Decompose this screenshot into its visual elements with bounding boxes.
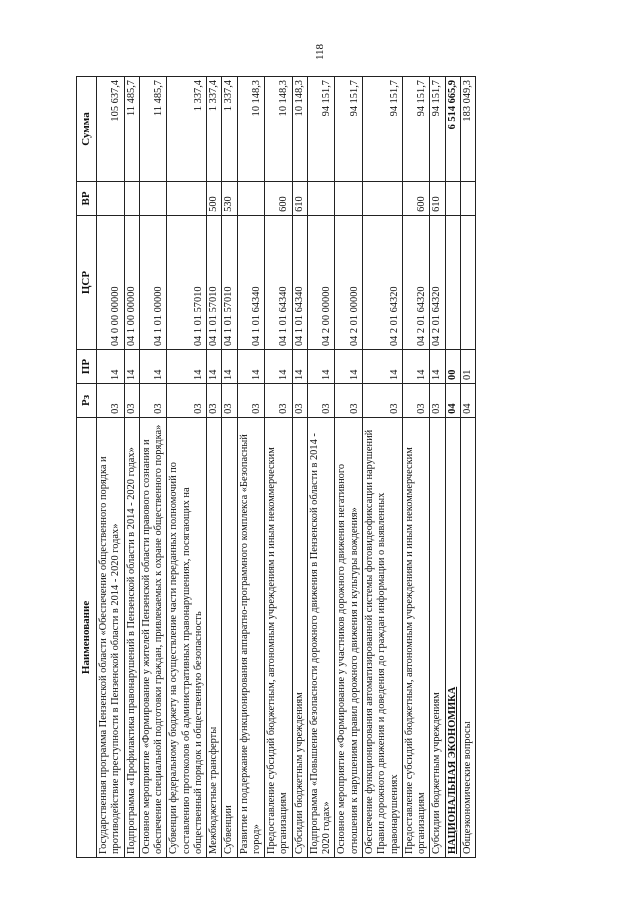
cell-sum: 94 151,7 (363, 77, 403, 182)
table-row (335, 77, 363, 858)
cell-csr: 04 1 01 64340 (292, 215, 307, 349)
cell-rz: 03 (265, 384, 293, 418)
cell-vr (307, 182, 335, 216)
cell-sum: 10 148,3 (292, 77, 307, 182)
cell-pr: 14 (292, 350, 307, 384)
cell-pr: 14 (307, 350, 335, 384)
cell-vr (139, 182, 167, 216)
cell-sum: 1 337,4 (207, 77, 222, 182)
cell-pr: 14 (363, 350, 403, 384)
cell-vr: 600 (402, 182, 430, 216)
cell-rz: 03 (167, 384, 207, 418)
table-row (222, 77, 237, 858)
cell-sum: 94 151,7 (402, 77, 430, 182)
cell-pr: 14 (167, 350, 207, 384)
cell-sum: 94 151,7 (430, 77, 445, 182)
cell-pr: 01 (460, 350, 475, 384)
cell-pr: 14 (222, 350, 237, 384)
cell-name: Развитие и поддержание функционирования аппаратно-программного комплекса «Безопасный город» (237, 417, 265, 857)
cell-name: Общеэкономические вопросы (460, 417, 475, 857)
cell-csr: 04 2 01 64320 (430, 215, 445, 349)
cell-sum: 6 514 665,9 (445, 77, 460, 182)
cell-pr: 14 (237, 350, 265, 384)
cell-csr: 04 2 00 00000 (307, 215, 335, 349)
cell-pr: 14 (96, 350, 124, 384)
cell-name: Субвенции (222, 417, 237, 857)
cell-csr (460, 215, 475, 349)
cell-pr: 14 (402, 350, 430, 384)
cell-rz: 04 (460, 384, 475, 418)
cell-rz: 03 (139, 384, 167, 418)
header-sum: Сумма (77, 77, 97, 182)
table-row (207, 77, 222, 858)
cell-name: Субвенции федеральному бюджету на осуществление части переданных полномочий по составлению протоколов об административных правонарушениях, посягающих на общественный порядок и общественную безопасность (167, 417, 207, 857)
table-row (363, 77, 403, 858)
cell-csr: 04 2 01 00000 (335, 215, 363, 349)
table-row (139, 77, 167, 858)
cell-name: Субсидии бюджетным учреждениям (430, 417, 445, 857)
budget-table (76, 76, 476, 858)
cell-csr: 04 1 01 57010 (167, 215, 207, 349)
cell-pr: 14 (335, 350, 363, 384)
cell-vr (124, 182, 139, 216)
table-row (402, 77, 430, 858)
cell-csr: 04 1 01 64340 (265, 215, 293, 349)
cell-rz: 03 (402, 384, 430, 418)
cell-sum: 1 337,4 (167, 77, 207, 182)
table-body (96, 77, 475, 858)
cell-name: Предоставление субсидий бюджетным, автономным учреждениям и иным некоммерческим организациям (402, 417, 430, 857)
cell-sum: 105 637,4 (96, 77, 124, 182)
cell-vr: 500 (207, 182, 222, 216)
cell-pr: 14 (430, 350, 445, 384)
cell-csr: 04 1 00 00000 (124, 215, 139, 349)
cell-csr: 04 1 01 64340 (237, 215, 265, 349)
cell-vr (460, 182, 475, 216)
cell-csr: 04 2 01 64320 (363, 215, 403, 349)
cell-csr: 04 0 00 00000 (96, 215, 124, 349)
cell-vr (335, 182, 363, 216)
cell-vr: 610 (430, 182, 445, 216)
cell-sum: 11 485,7 (139, 77, 167, 182)
cell-rz: 03 (430, 384, 445, 418)
cell-rz: 03 (363, 384, 403, 418)
cell-sum: 10 148,3 (265, 77, 293, 182)
cell-sum: 94 151,7 (307, 77, 335, 182)
cell-vr (96, 182, 124, 216)
cell-vr (237, 182, 265, 216)
header-vr: ВР (77, 182, 97, 216)
cell-rz: 03 (292, 384, 307, 418)
cell-name: Подпрограмма «Профилактика правонарушений в Пензенской области в 2014 - 2020 годах» (124, 417, 139, 857)
cell-rz: 03 (237, 384, 265, 418)
cell-sum: 10 148,3 (237, 77, 265, 182)
cell-rz: 03 (96, 384, 124, 418)
cell-pr: 00 (445, 350, 460, 384)
cell-csr: 04 1 01 00000 (139, 215, 167, 349)
cell-pr: 14 (265, 350, 293, 384)
cell-vr: 610 (292, 182, 307, 216)
cell-vr: 530 (222, 182, 237, 216)
cell-pr: 14 (207, 350, 222, 384)
cell-name: НАЦИОНАЛЬНАЯ ЭКОНОМИКА (445, 417, 460, 857)
cell-name: Предоставление субсидий бюджетным, автономным учреждениям и иным некоммерческим организациям (265, 417, 293, 857)
cell-csr: 04 2 01 64320 (402, 215, 430, 349)
cell-vr: 600 (265, 182, 293, 216)
cell-name: Государственная программа Пензенской области «Обеспечение общественного порядка и противодействие преступности в Пензенской области в 2014 - 2020 годах» (96, 417, 124, 857)
cell-name: Основное мероприятие «Формирование у жителей Пензенской области правового сознания и обеспечение специальной подготовки граждан, привлекаемых к охране общественного порядка» (139, 417, 167, 857)
table-row (307, 77, 335, 858)
cell-rz: 03 (207, 384, 222, 418)
cell-sum: 1 337,4 (222, 77, 237, 182)
cell-vr (363, 182, 403, 216)
table-header-row (77, 77, 97, 858)
cell-pr: 14 (124, 350, 139, 384)
cell-name: Основное мероприятие «Формирование у участников дорожного движения негативного отношения к нарушениям правил дорожного движения и культуры вождения» (335, 417, 363, 857)
cell-csr: 04 1 01 57010 (222, 215, 237, 349)
cell-vr (167, 182, 207, 216)
cell-csr (445, 215, 460, 349)
header-name: Наименование (77, 417, 97, 857)
table-row (96, 77, 124, 858)
cell-rz: 03 (307, 384, 335, 418)
table-row (460, 77, 475, 858)
header-pr: ПР (77, 350, 97, 384)
page-number: 118 (314, 43, 326, 61)
table-row (265, 77, 293, 858)
cell-sum: 11 485,7 (124, 77, 139, 182)
table-row (292, 77, 307, 858)
table-row (430, 77, 445, 858)
cell-csr: 04 1 01 57010 (207, 215, 222, 349)
table-row (167, 77, 207, 858)
header-rz: Рз (77, 384, 97, 418)
header-csr: ЦСР (77, 215, 97, 349)
cell-rz: 03 (335, 384, 363, 418)
table-row (237, 77, 265, 858)
cell-vr (445, 182, 460, 216)
cell-rz: 03 (222, 384, 237, 418)
cell-name: Подпрограмма «Повышение безопасности дорожного движения в Пензенской области в 2014 - 2020 годах» (307, 417, 335, 857)
cell-rz: 04 (445, 384, 460, 418)
rotated-table-container (76, 76, 571, 858)
cell-pr: 14 (139, 350, 167, 384)
table-row (124, 77, 139, 858)
table-row (445, 77, 460, 858)
cell-name: Обеспечение функционирования автоматизированной системы фотовидеофиксации нарушений Правил дорожного движения и доведения до граждан информации о выявленных правонарушениях (363, 417, 403, 857)
cell-sum: 183 049,3 (460, 77, 475, 182)
cell-sum: 94 151,7 (335, 77, 363, 182)
cell-name: Субсидии бюджетным учреждениям (292, 417, 307, 857)
cell-name: Межбюджетные трансферты (207, 417, 222, 857)
cell-rz: 03 (124, 384, 139, 418)
